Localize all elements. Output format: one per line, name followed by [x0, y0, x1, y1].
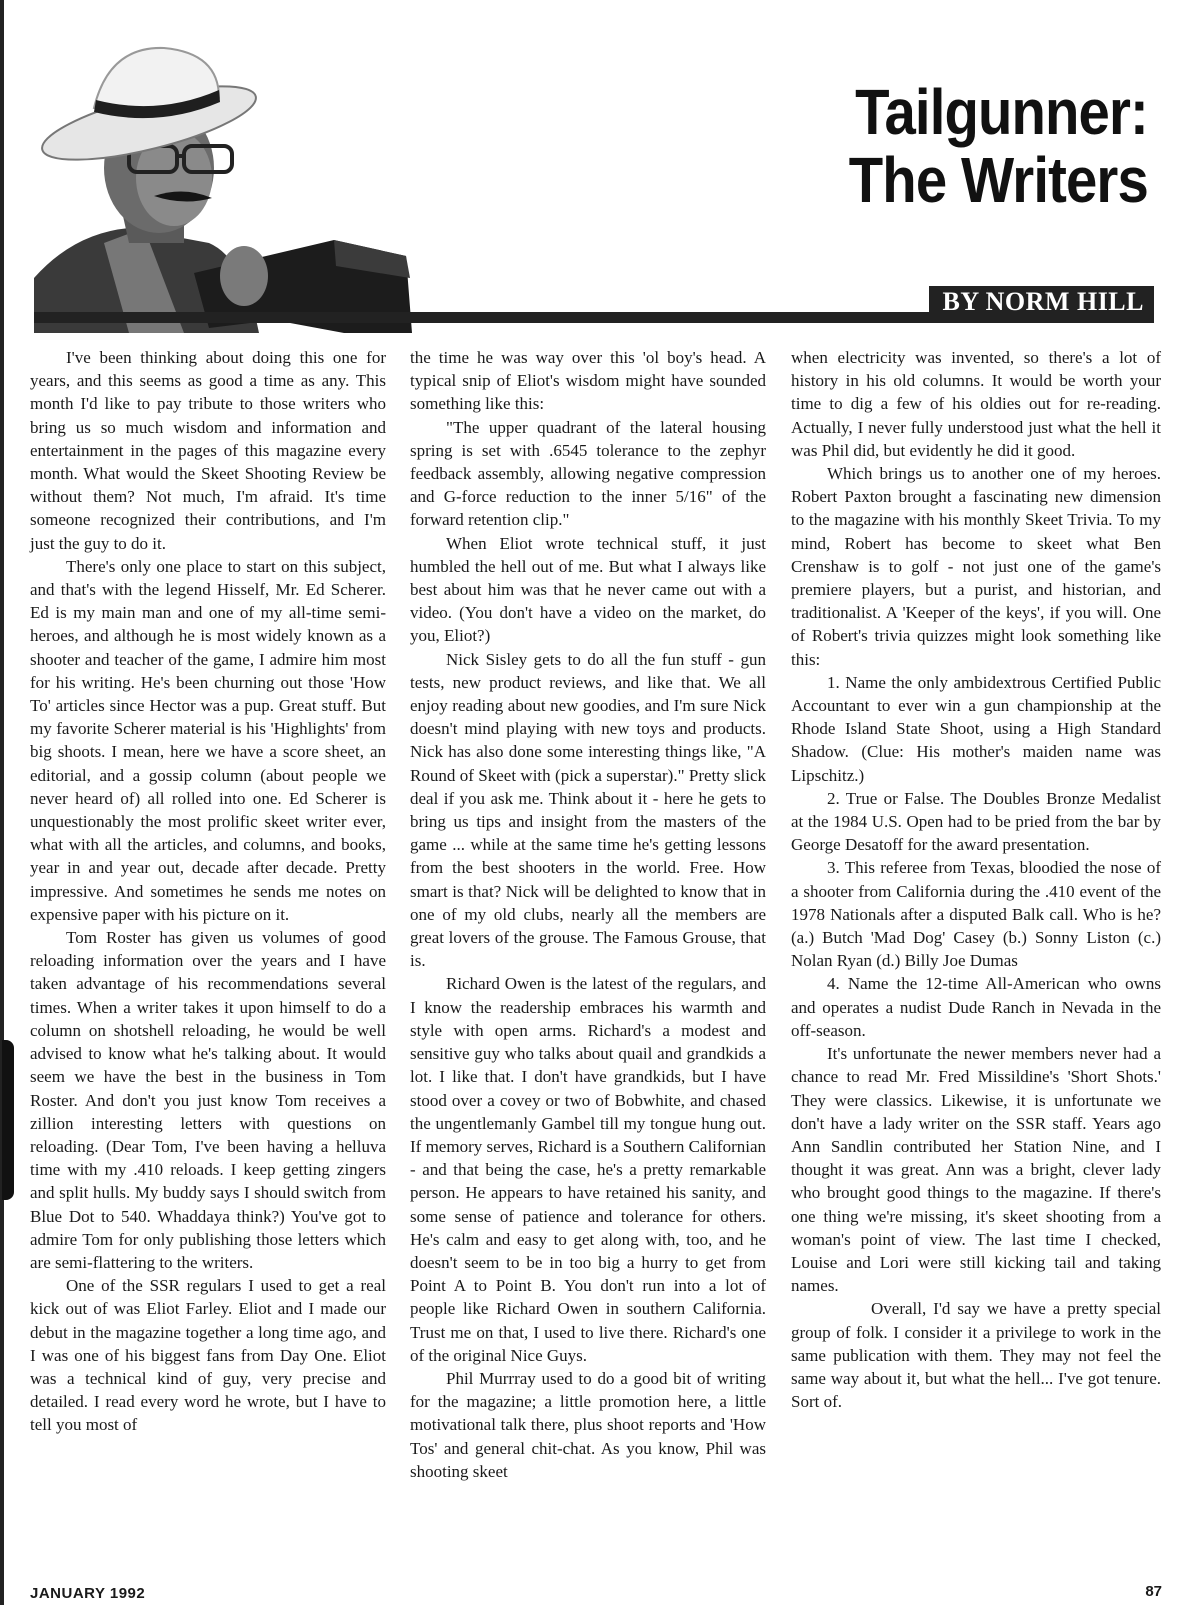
column-2: [410, 346, 766, 1483]
paragraph: Phil Murrray used to do a good bit of writing for the magazine; a little promotion here, a little motivational talk there, plus shoot reports and 'How Tos' and general chit-chat. As you know, Phil was shooting skeet: [410, 1368, 766, 1481]
issue-date: JANUARY 1992: [30, 1585, 146, 1602]
article-body: [30, 346, 1160, 1536]
paragraph: There's only one place to start on this subject, and that's with the legend Hisself, Mr. Ed Scherer. Ed is my main man and one of my all-time semi-heroes, and although he is most widely known as a shooter and teacher of the game, I admire him most for his writing. He's been churning out those 'How To' articles since Hector was a pup. Great stuff. But my favorite Scherer material is his 'Highlights' from big shoots. I mean, here we have a score sheet, an editorial, and a gossip column (about people we never heard of) all rolled into one. Ed Scherer is unquestionably the most prolific skeet writer ever, what with all the articles, and columns, and books, year in and year out, decade after decade. Pretty impressive. And sometimes he sends me notes on expensive paper with his picture on it.: [30, 556, 386, 924]
paragraph: Overall, I'd say we have a pretty special group of folk. I consider it a privilege to work in the same publication with them. They may not feel the same way about it, but what the hell... I've got tenure. Sort of.: [791, 1299, 1161, 1412]
article-header: [0, 0, 1200, 345]
column-1: [30, 346, 386, 1437]
trivia-item: 1. Name the only ambidextrous Certified Public Accountant to ever win a gun championship at the Rhode Island State Shoot, using a High Standard Shadow. (Clue: His mother's maiden name was Lipschitz.): [791, 672, 1161, 785]
column-3: [791, 346, 1161, 1413]
quote-paragraph: "The upper quadrant of the lateral housing spring is set with .6545 tolerance to the zephyr feedback assembly, allowing negative compression and G-force reduction to the inner 5/16" of the forward retention clip.": [410, 417, 766, 530]
author-photo: [34, 28, 424, 333]
paragraph: I've been thinking about doing this one for years, and this seems as good a time as any. This month I'd like to pay tribute to those writers who bring us so much wisdom and information and entertainment in the pages of this magazine every month. What would the Skeet Shooting Review be without them? Not much, I'm afraid. It's time someone recognized their contributions, and I'm just the guy to do it.: [30, 348, 386, 553]
paragraph: It's unfortunate the newer members never had a chance to read Mr. Fred Missildine's 'Short Shots.' They were classics. Likewise, it is unfortunate we don't have a lady writer on the SSR staff. Years ago Ann Sandlin contributed her Station Nine, and I thought it was great. Ann was a bright, clever lady who brought good things to the magazine. If there's one thing we're missing, it's skeet shooting from a woman's point of view. The last time I checked, Louise and Lori were still kicking tail and taking names.: [791, 1044, 1161, 1296]
scan-mark: [2, 1040, 14, 1200]
paragraph: Richard Owen is the latest of the regulars, and I know the readership embraces his warmth and style with open arms. Richard's a modest and sensitive guy who talks about quail and grandkids a lot. I like that. I don't have grandkids, but I have stood over a covey or two of Bobwhite, and chased the ungentlemanly Gambel till my tongue hung out. If memory serves, Richard is a Southern Californian - and that being the case, he's a pretty remarkable person. He appears to have retained his sanity, and some sense of patience and tolerance for others. He's calm and easy to get along with, too, and he doesn't seem to be in too big a hurry to get from Point A to Point B. You don't run into a lot of people like Richard Owen in southern California. Trust me on that, I used to live there. Richard's one of the original Nice Guys.: [410, 974, 766, 1365]
paragraph: the time he was way over this 'ol boy's head. A typical snip of Eliot's wisdom might have sounded something like this:: [410, 348, 766, 414]
paragraph: Tom Roster has given us volumes of good reloading information over the years and I have taken advantage of his recommendations several times. When a writer takes it upon himself to do a column on shotshell reloading, he would be well advised to know what he's talking about. It would seem we have the best in the business in Tom Roster. And don't you just know Tom receives a zillion interesting letters with questions on reloading. (Dear Tom, I've been having a helluva time with my .410 reloads. I keep getting zingers and split hulls. My buddy says I should switch from Blue Dot to 540. Whaddaya think?) You've got to admire Tom for only publishing those letters which are semi-flattering to the writers.: [30, 928, 386, 1272]
paragraph: Nick Sisley gets to do all the fun stuff - gun tests, new product reviews, and like that. We all enjoy reading about new goodies, and I'm sure Nick doesn't mind playing with new toys and products. Nick has also done some interesting things like, "A Round of Skeet with (pick a superstar)." Pretty slick deal if you ask me. Think about it - here he gets to bring us tips and insight from the masters of the game ... while at the same time he's getting lessons from the best shooters in the world. Free. How smart is that? Nick will be delighted to know that in one of my old clubs, nearly all the members are great lovers of the grouse. The Famous Grouse, that is.: [410, 649, 766, 971]
trivia-item: 3. This referee from Texas, bloodied the nose of a shooter from California during the .410 event of the 1978 Nationals after a disputed Balk call. Who is he? (a.) Butch 'Mad Dog' Casey (b.) Sonny Liston (c.) Nolan Ryan (d.) Billy Joe Dumas: [791, 858, 1161, 971]
paragraph: when electricity was invented, so there's a lot of history in his old columns. It would be worth your time to dig a few of his oldies out for re-reading. Actually, I never fully understood just what the hell it was Phil did, but evidently he did it good.: [791, 348, 1161, 460]
paragraph: When Eliot wrote technical stuff, it just humbled the hell out of me. But what I always like best about him was that he never came out with a video. (You don't have a video on the market, do you, Eliot?): [410, 533, 766, 646]
paragraph: Which brings us to another one of my heroes. Robert Paxton brought a fascinating new dimension to the magazine with his monthly Skeet Trivia. To my mind, Robert has become to skeet what Ben Crenshaw is to golf - not just one of the game's premiere players, but a purist, and historian, and traditionalist. A 'Keeper of the keys', if you will. One of Robert's trivia quizzes might look something like this:: [791, 464, 1161, 669]
title-line-1: Tailgunner:: [855, 76, 1148, 148]
title-line-2: The Writers: [848, 144, 1148, 216]
paragraph: One of the SSR regulars I used to get a real kick out of was Eliot Farley. Eliot and I made our debut in the magazine together a long time ago, and I was one of his biggest fans from Day One. Eliot was a technical kind of guy, very precise and detailed. I read every word he wrote, but I have to tell you most of: [30, 1276, 386, 1435]
trivia-item: 2. True or False. The Doubles Bronze Medalist at the 1984 U.S. Open had to be pried from the bar by George Desatoff for the award presentation.: [791, 788, 1161, 855]
byline: BY NORM HILL: [929, 286, 1155, 318]
page-number: 87: [1145, 1583, 1162, 1600]
trivia-item: 4. Name the 12-time All-American who owns and operates a nudist Dude Ranch in Nevada in the off-season.: [791, 974, 1161, 1040]
article-title: [849, 78, 1148, 214]
